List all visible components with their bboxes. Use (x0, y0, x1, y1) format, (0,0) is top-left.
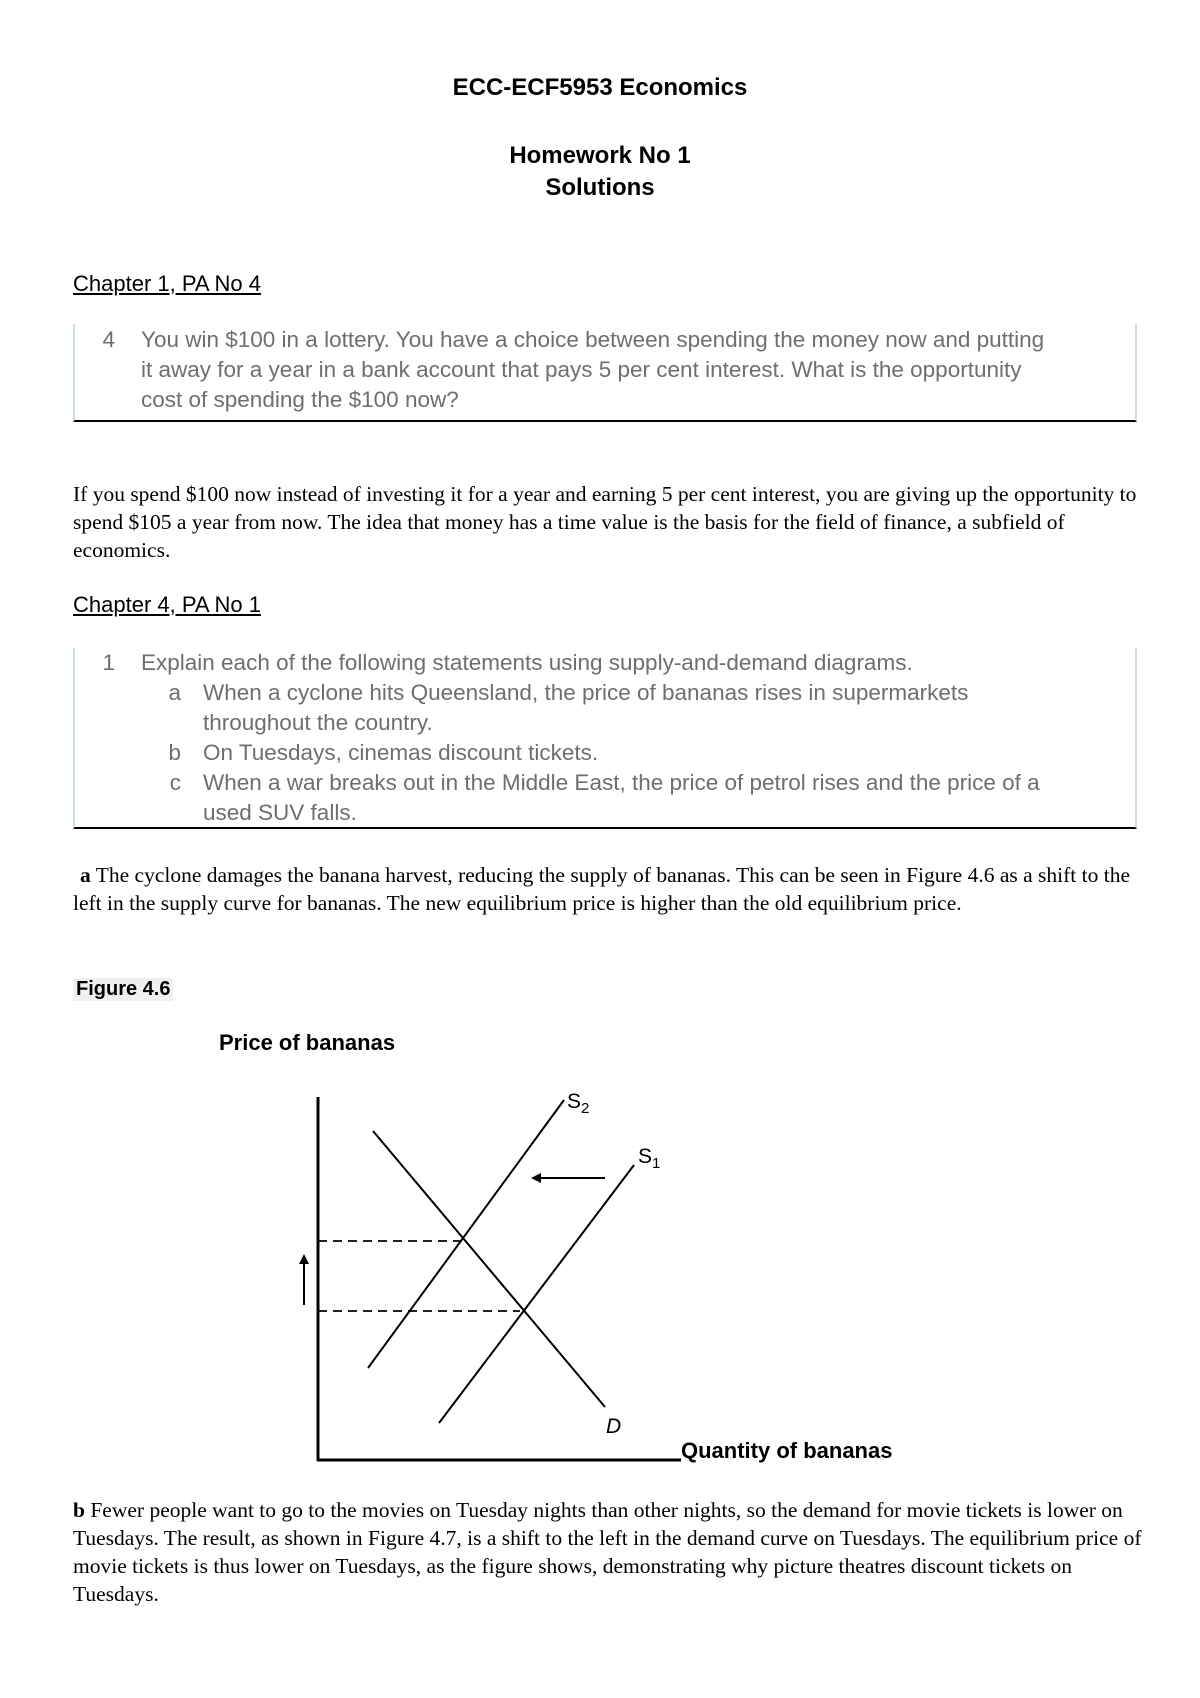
part-letter: a (168, 680, 181, 705)
question-number: 4 (102, 327, 115, 352)
x-axis-label: Quantity of bananas (681, 1438, 893, 1463)
question-intro: Explain each of the following statements using supply-and-demand diagrams. (141, 650, 913, 675)
solutions-subtitle: Solutions (545, 174, 655, 201)
part-line: throughout the country. (203, 710, 433, 735)
part-line: used SUV falls. (203, 800, 357, 825)
answer-chapter1: If you spend $100 now instead of investing it for a year and earning 5 per cent interest, you are giving up the opportunity to spend $105 a year from now. The idea that money has a time value is the basis for the field of finance, a subfield of economics. (73, 482, 1137, 562)
question-line: it away for a year in a bank account that pays 5 per cent interest. What is the opportunity (141, 357, 1022, 382)
part-letter: c (169, 770, 181, 795)
s1-label: $S_1$ (638, 1145, 661, 1172)
d-label: D (606, 1415, 622, 1438)
supply-curve-s2 (368, 1100, 564, 1368)
part-line: On Tuesdays, cinemas discount tickets. (203, 740, 599, 765)
y-axis-label: Price of bananas (219, 1030, 396, 1055)
section-heading-chapter4: Chapter 4, PA No 1 (73, 592, 261, 617)
answer-b-text: Fewer people want to go to the movies on Tuesday nights than other nights, so the demand for movie tickets is lower on Tuesdays. The result, as shown in Figure 4.7, is a shift to the left in the demand curve on Tuesdays. The equilibrium price of movie tickets is thus lower on Tuesdays, as the figure shows, demonstrating why picture theatres discount tickets on Tuesdays. (73, 1498, 1142, 1606)
question-number: 1 (102, 650, 115, 675)
s2-label: $S_2$ (567, 1090, 590, 1117)
course-title: ECC-ECF5953 Economics (452, 74, 748, 101)
figure-label: Figure 4.6 (73, 978, 173, 1001)
part-line: When a cyclone hits Queensland, the price of bananas rises in supermarkets (203, 680, 969, 705)
question-line: You win $100 in a lottery. You have a choice between spending the money now and putting (141, 327, 1045, 352)
answer-b (73, 1496, 1143, 1608)
demand-curve (373, 1131, 605, 1407)
question-line: cost of spending the $100 now? (141, 387, 459, 412)
section-heading-chapter1: Chapter 1, PA No 4 (73, 271, 261, 296)
part-letter: b (168, 740, 181, 765)
homework-number: Homework No 1 (509, 142, 691, 169)
answer-b-letter: b (73, 1498, 85, 1522)
part-line: When a war breaks out in the Middle East, the price of petrol rises and the price of a (203, 770, 1040, 795)
supply-curve-s1 (439, 1165, 634, 1423)
answer-a-text: The cyclone damages the banana harvest, reducing the supply of bananas. This can be seen in Figure 4.6 as a shift to the left in the supply curve for bananas. The new equilibrium price is higher than the old equilibrium price. (73, 863, 1131, 915)
answer-a-letter: a (80, 863, 91, 887)
